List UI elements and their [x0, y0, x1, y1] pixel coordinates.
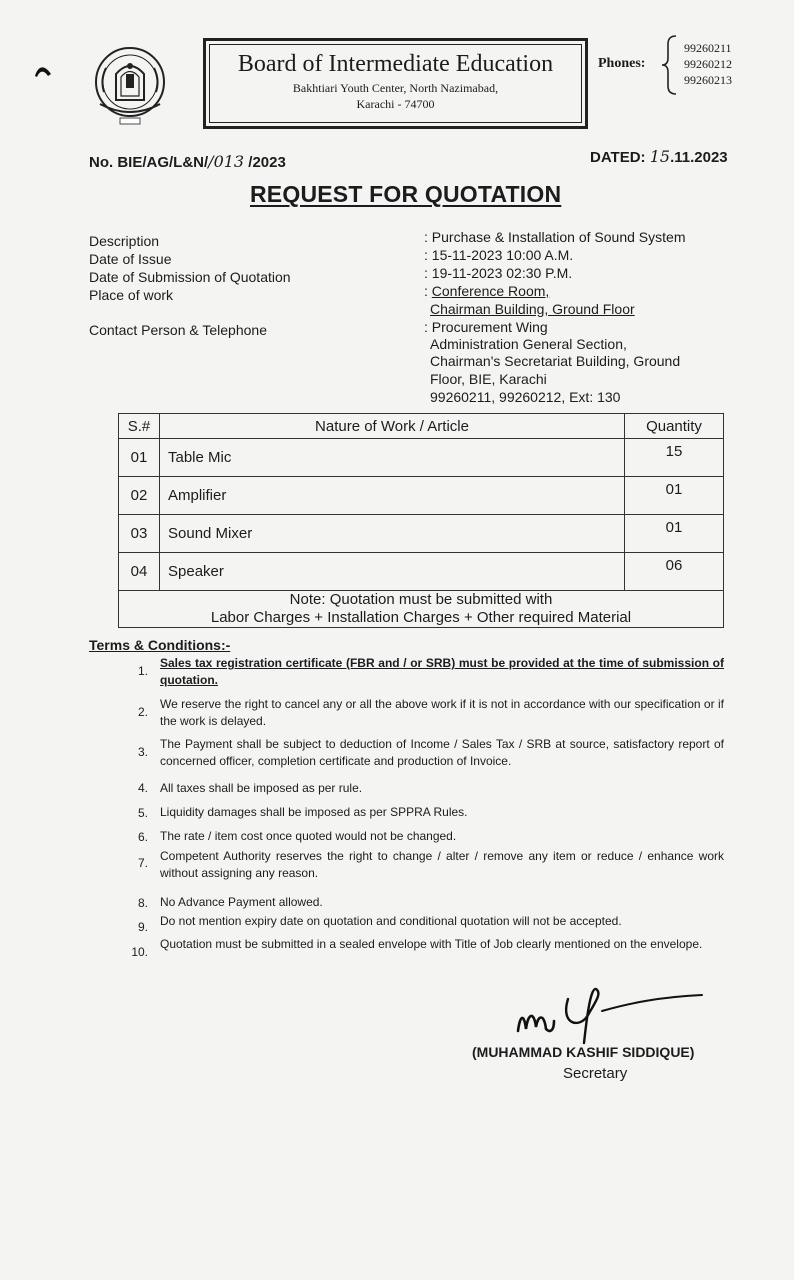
table-row	[119, 515, 724, 553]
place-colon: :	[424, 283, 432, 299]
term-text: Liquidity damages shall be imposed as per SPPRA Rules.	[160, 805, 468, 819]
row-item: Speaker	[160, 553, 625, 591]
terms-heading: Terms & Conditions:-	[89, 637, 231, 653]
term-number: 2.	[137, 705, 148, 719]
board-seal-logo	[90, 44, 170, 126]
contact-value-5: 99260211, 99260212, Ext: 130	[430, 389, 621, 405]
phone-1: 99260211	[684, 41, 732, 55]
signature-image	[510, 985, 710, 1045]
row-qty: 15	[625, 439, 724, 477]
contact-value	[424, 318, 548, 336]
issue-label: Date of Issue	[89, 251, 172, 267]
table-header-row	[119, 414, 724, 439]
row-sn: 04	[119, 553, 160, 591]
dated-suffix: .11.2023	[670, 149, 728, 166]
row-qty: 01	[625, 477, 724, 515]
row-qty: 06	[625, 553, 724, 591]
contact-value-2: Administration General Section,	[430, 336, 627, 352]
term-number: 4.	[137, 781, 148, 795]
place-label: Place of work	[89, 287, 174, 303]
phone-2: 99260212	[684, 57, 732, 71]
contact-value-3: Chairman's Secretariat Building, Ground	[430, 353, 681, 369]
contact-colon: :	[424, 319, 432, 335]
term-number: 7.	[137, 856, 148, 870]
address-line-2: Karachi - 74700	[356, 97, 435, 111]
stray-mark-icon	[34, 64, 52, 78]
row-sn: 03	[119, 515, 160, 553]
org-name: Board of Intermediate Education	[237, 51, 554, 77]
signatory-designation: Secretary	[563, 1065, 628, 1082]
description-label: Description	[89, 233, 160, 249]
note-line-1: Note: Quotation must be submitted with	[289, 591, 553, 608]
term-text: The Payment shall be subject to deduction of Income / Sales Tax / SRB at source, satisfactory report of concerned officer, completion certificate and production of Invoice.	[160, 737, 724, 768]
phones-label: Phones:	[598, 56, 646, 71]
row-item: Sound Mixer	[160, 515, 625, 553]
term-number: 10.	[131, 945, 148, 959]
ref-suffix: /2023	[244, 154, 286, 171]
term-text: All taxes shall be imposed as per rule.	[160, 781, 363, 795]
table-row	[119, 553, 724, 591]
signatory-name: (MUHAMMAD KASHIF SIDDIQUE)	[472, 1044, 695, 1060]
dated-label: DATED:	[590, 149, 650, 166]
table-note	[119, 591, 724, 628]
row-item: Amplifier	[160, 477, 625, 515]
address-line-1: Bakhtiari Youth Center, North Nazimabad,	[292, 81, 499, 95]
term-text: Do not mention expiry date on quotation and conditional quotation will not be accepted.	[160, 914, 622, 928]
table-row	[119, 477, 724, 515]
row-sn: 02	[119, 477, 160, 515]
place-value-2: Chairman Building, Ground Floor	[430, 301, 635, 317]
brace-icon	[656, 34, 680, 96]
issue-value: : 15-11-2023 10:00 A.M.	[424, 247, 574, 263]
row-item: Table Mic	[160, 439, 625, 477]
term-number: 8.	[137, 896, 148, 910]
ref-prefix: No. BIE/AG/L&N/	[89, 154, 209, 171]
term-text: Sales tax registration certificate (FBR and / or SRB) must be provided at the time of submission of quotation.	[160, 656, 724, 687]
submission-label: Date of Submission of Quotation	[89, 269, 291, 285]
term-text: Quotation must be submitted in a sealed envelope with Title of Job clearly mentioned on the envelope.	[160, 937, 703, 951]
place-value	[424, 282, 549, 300]
header-article: Nature of Work / Article	[160, 414, 625, 439]
term-text: No Advance Payment allowed.	[160, 895, 323, 909]
row-sn: 01	[119, 439, 160, 477]
reference-number	[89, 152, 286, 171]
term-text: We reserve the right to cancel any or all the above work if it is not in accordance with our specification or if the work is delayed.	[160, 697, 724, 728]
ref-handwritten: /013	[208, 152, 245, 171]
row-qty: 01	[625, 515, 724, 553]
term-number: 1.	[137, 664, 148, 678]
items-table	[118, 413, 724, 628]
term-text: Competent Authority reserves the right to change / alter / remove any item or reduce / enhance work without assigning any reason.	[160, 849, 724, 880]
description-value: : Purchase & Installation of Sound System	[424, 229, 686, 245]
header-box	[203, 38, 588, 129]
phone-3: 99260213	[684, 73, 732, 87]
header-quantity: Quantity	[625, 414, 724, 439]
header-sn: S.#	[119, 414, 160, 439]
contact-label: Contact Person & Telephone	[89, 322, 267, 338]
dated	[590, 147, 728, 166]
table-row	[119, 439, 724, 477]
term-text: The rate / item cost once quoted would not be changed.	[160, 829, 457, 843]
note-line-2: Labor Charges + Installation Charges + Other required Material	[210, 609, 632, 626]
place-value-1: Conference Room,	[431, 283, 550, 299]
dated-handwritten: 15	[649, 147, 671, 166]
term-number: 3.	[137, 745, 148, 759]
term-number: 9.	[137, 920, 148, 934]
submission-value: : 19-11-2023 02:30 P.M.	[424, 265, 573, 281]
contact-value-4: Floor, BIE, Karachi	[430, 371, 547, 387]
contact-value-1: Procurement Wing	[431, 319, 548, 335]
term-number: 6.	[137, 830, 148, 844]
table-note-row	[119, 591, 724, 628]
term-number: 5.	[137, 806, 148, 820]
document-title: REQUEST FOR QUOTATION	[250, 181, 562, 207]
